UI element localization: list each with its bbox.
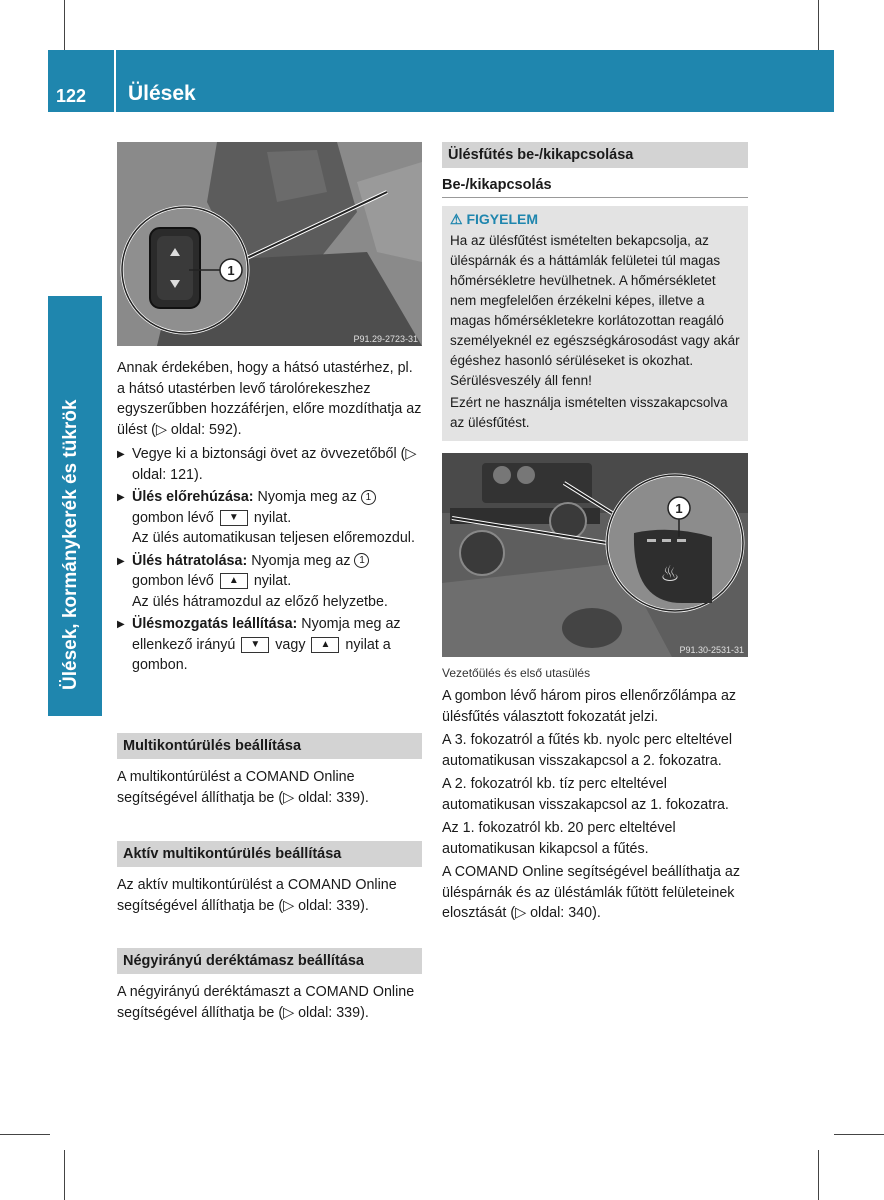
right-column-bottom: [442, 666, 748, 924]
figure-ref: P91.30-2531-31: [679, 645, 744, 655]
seat-illustration: [117, 142, 422, 346]
console-illustration: [442, 453, 748, 657]
left-column: [117, 358, 422, 676]
arrow-down-key-icon: ▼: [241, 637, 269, 653]
svg-text:♨: ♨: [660, 562, 680, 587]
callout-1-icon: 1: [361, 490, 376, 505]
callout-1-text: 1: [227, 263, 235, 278]
paragraph-level-3: A 3. fokozatról a fűtés kb. nyolc perc elteltével automatikusan visszakapcsol a 2. fokozatra.: [442, 732, 733, 769]
page-title: Ülések: [128, 82, 196, 105]
paragraph-comand: A COMAND Online segítségével beállíthatja az üléspárnák és az üléstámlák fűtött felületeinek elosztását (▷ oldal: 340).: [442, 864, 741, 921]
section-heading: Négyirányú deréktámasz beállítása: [117, 948, 422, 974]
paragraph-level-1: Az 1. fokozatról kb. 20 perc elteltével automatikusan kikapcsol a fűtés.: [442, 820, 676, 857]
crop-mark: [818, 1150, 819, 1200]
section-active-multicontour: [117, 841, 422, 916]
bullet-seat-back: ▶ Ülés hátratolása: Nyomja meg az 1 gombon lévő ▲ nyilat. Az ülés hátramozdul az előző helyzetbe.: [117, 551, 422, 613]
crop-mark: [64, 0, 65, 50]
section-heading: Aktív multikontúrülés beállítása: [117, 841, 422, 867]
bullet-remove-belt: ▶ Vegye ki a biztonsági övet az övvezetőből (▷ oldal: 121).: [117, 444, 422, 485]
figure-ref: P91.29-2723-31: [353, 334, 418, 344]
warning-text-2: Ezért ne használja ismételten visszakapcsolva az ülésfűtést.: [450, 395, 728, 430]
crop-mark: [64, 1150, 65, 1200]
section-text: Az aktív multikontúrülést a COMAND Online segítségével állíthatja be (▷ oldal: 339).: [117, 877, 397, 914]
arrow-up-key-icon: ▲: [311, 637, 339, 653]
section-heading: Ülésfűtés be-/kikapcsolása: [442, 142, 748, 168]
paragraph-indicator-lamps: A gombon lévő három piros ellenőrzőlámpa az ülésfűtés választott fokozatát jelzi.: [442, 688, 737, 725]
crop-mark: [818, 0, 819, 50]
seat-heating-photo: [442, 453, 748, 657]
side-chapter-label: Ülések, kormánykerék és tükrök: [60, 399, 81, 690]
section-text: A multikontúrülést a COMAND Online segítségével állíthatja be (▷ oldal: 339).: [117, 769, 369, 806]
paragraph-level-2: A 2. fokozatról kb. tíz perc elteltével automatikusan visszakapcsol az 1. fokozatra.: [442, 776, 729, 813]
crop-mark: [0, 1134, 50, 1135]
warning-box: [442, 206, 748, 441]
callout-1-icon: 1: [354, 553, 369, 568]
section-lumbar-support: [117, 948, 422, 1023]
right-column-top: [442, 142, 748, 441]
arrow-down-key-icon: ▼: [220, 510, 248, 526]
callout-1-text: 1: [675, 501, 683, 516]
warning-title: ⚠ FIGYELEM: [450, 211, 539, 227]
intro-paragraph: Annak érdekében, hogy a hátsó utastérhez, pl. a hátsó utastérben levő tárolórekeszhez egyszerűbben hozzáférjen, előre mozdíthatja az ülést (▷ oldal: 592).: [117, 360, 422, 438]
section-heading: Multikontúrülés beállítása: [117, 733, 422, 759]
arrow-up-key-icon: ▲: [220, 573, 248, 589]
sub-heading: Be-/kikapcsolás: [442, 177, 748, 198]
section-multicontour: [117, 733, 422, 808]
seat-switch-photo: [117, 142, 422, 346]
section-text: A négyirányú deréktámaszt a COMAND Online segítségével állíthatja be (▷ oldal: 339).: [117, 984, 415, 1021]
warning-text: Ha az ülésfűtést ismételten bekapcsolja, az üléspárnák és a háttámlák felületei túl magas hőmérsékletre hevülhetnek. A hőmérsékletet nem megfelelően érzékelni képes, illetve a magas hőmérsékletekre korlátozottan reagáló személyeknél ez egészségkárosodást vagy akár égéshez hasonló sérüléseket is okozhat. Sérülésveszély áll fenn!: [450, 233, 740, 388]
warning-triangle-icon: ⚠: [450, 211, 463, 227]
bullet-stop-movement: ▶ Ülésmozgatás leállítása: Nyomja meg az ellenkező irányú ▼ vagy ▲ nyilat a gombon.: [117, 614, 422, 676]
bullet-seat-forward: ▶ Ülés előrehúzása: Nyomja meg az 1 gombon lévő ▼ nyilat. Az ülés automatikusan teljesen előremozdul.: [117, 487, 422, 549]
page-number: 122: [56, 86, 87, 106]
figure-caption: Vezetőülés és első utasülés: [442, 666, 591, 680]
crop-mark: [834, 1134, 884, 1135]
